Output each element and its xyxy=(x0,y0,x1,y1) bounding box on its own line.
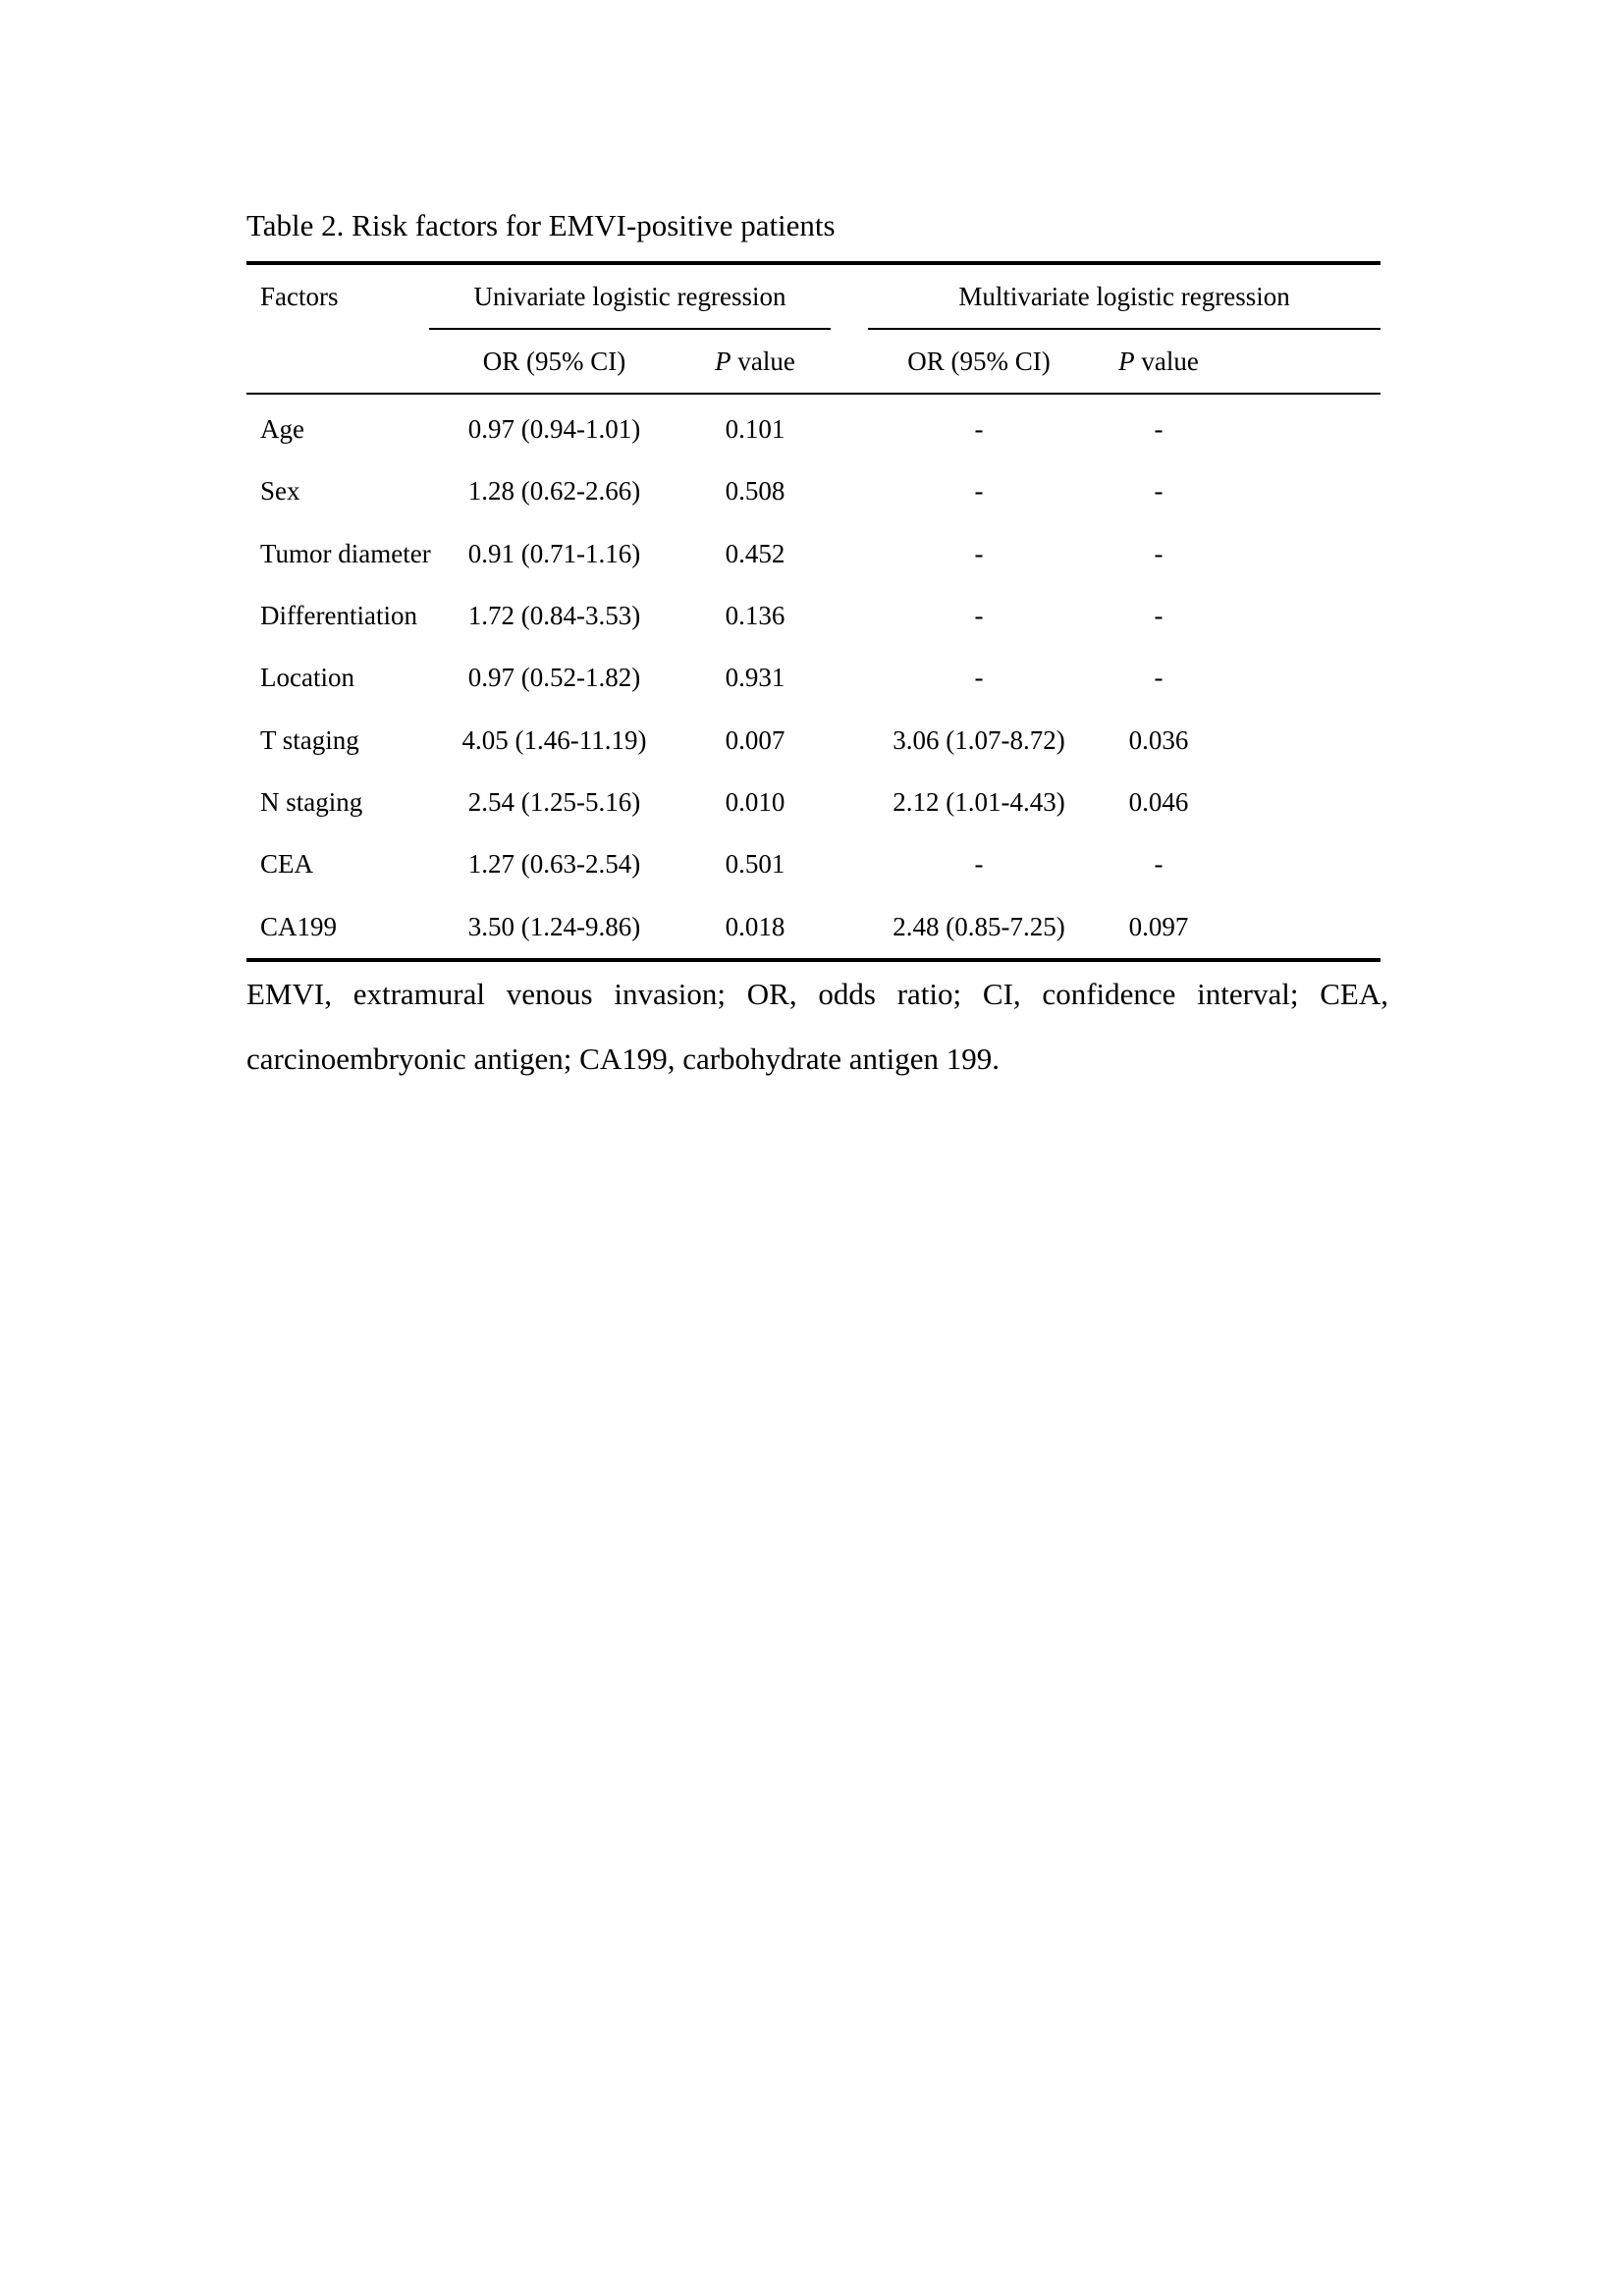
header-empty xyxy=(246,329,429,394)
p-italic: P xyxy=(715,346,731,376)
cell-pad xyxy=(1227,460,1380,522)
cell-gap xyxy=(831,647,868,709)
header-uni-or: OR (95% CI) xyxy=(429,329,679,394)
cell-uni-or: 0.97 (0.94-1.01) xyxy=(467,414,641,445)
table-row xyxy=(246,394,1380,460)
header-univariate: Univariate logistic regression xyxy=(429,263,831,329)
table-body xyxy=(246,394,1380,960)
cell-pad xyxy=(1227,833,1380,895)
cell-factor: Sex xyxy=(260,476,300,507)
cell-gap xyxy=(831,709,868,771)
cell-uni-p: 0.018 xyxy=(679,895,831,959)
cell-uni-p: 0.508 xyxy=(725,476,785,507)
table-row xyxy=(246,895,1380,959)
cell-multi-p: - xyxy=(1154,849,1164,880)
header-gap-2 xyxy=(831,329,868,394)
p-value-label: value xyxy=(1134,346,1199,376)
cell-multi-p: - xyxy=(1154,663,1164,693)
cell-multi-or: - xyxy=(974,414,984,445)
cell-factor: Age xyxy=(260,414,304,445)
footnote-line-1: EMVI, extramural venous invasion; OR, odds ratio; CI, confidence interval; CEA, xyxy=(246,976,1388,1011)
table-section xyxy=(246,206,1388,1092)
cell-factor: Location xyxy=(260,663,354,693)
table-caption: Table 2. Risk factors for EMVI-positive patients xyxy=(246,208,836,242)
cell-multi-p: 0.046 xyxy=(1128,786,1189,817)
cell-uni-p: 0.452 xyxy=(725,538,785,568)
cell-multi-or: 3.06 (1.07-8.72) xyxy=(893,724,1065,755)
cell-uni-or: 4.05 (1.46-11.19) xyxy=(461,724,647,755)
cell-multi-or: 2.48 (0.85-7.25) xyxy=(868,895,1090,959)
cell-pad xyxy=(1227,709,1380,771)
cell-uni-p: 0.501 xyxy=(725,849,785,880)
cell-factor: CEA xyxy=(260,849,313,880)
cell-pad xyxy=(1227,772,1380,833)
cell-pad xyxy=(1227,647,1380,709)
cell-gap xyxy=(831,460,868,522)
cell-factor: Differentiation xyxy=(260,601,417,631)
cell-multi-p: 0.036 xyxy=(1128,724,1189,755)
cell-factor: Tumor diameter xyxy=(260,538,431,568)
cell-gap xyxy=(831,772,868,833)
header-row-groups xyxy=(246,263,1380,329)
header-multi-p xyxy=(1090,329,1227,394)
header-multi-or: OR (95% CI) xyxy=(868,329,1090,394)
table-row xyxy=(246,772,1380,833)
table-row xyxy=(246,460,1380,522)
header-multivariate-label: Multivariate logistic regression xyxy=(958,281,1290,311)
cell-multi-or: - xyxy=(974,663,984,693)
cell-gap xyxy=(831,585,868,647)
cell-uni-p: 0.010 xyxy=(725,786,785,817)
table-row xyxy=(246,523,1380,585)
cell-multi-p: - xyxy=(1154,476,1164,507)
cell-multi-p: - xyxy=(1154,601,1164,631)
cell-uni-or: 1.72 (0.84-3.53) xyxy=(467,601,641,631)
cell-uni-or: 1.27 (0.63-2.54) xyxy=(467,849,641,880)
cell-multi-or: 2.12 (1.01-4.43) xyxy=(893,786,1065,817)
cell-uni-p: 0.007 xyxy=(725,724,785,755)
cell-pad xyxy=(1227,523,1380,585)
header-uni-p xyxy=(679,329,831,394)
footnote-line-2: carcinoembryonic antigen; CA199, carbohydrate antigen 199. xyxy=(246,1041,1000,1076)
cell-pad xyxy=(1227,394,1380,460)
cell-multi-or: - xyxy=(974,849,984,880)
p-italic: P xyxy=(1118,346,1135,376)
table-row xyxy=(246,833,1380,895)
cell-multi-p: - xyxy=(1154,538,1164,568)
cell-uni-or: 0.91 (0.71-1.16) xyxy=(467,538,641,568)
cell-multi-or: - xyxy=(974,538,984,568)
cell-uni-p: 0.931 xyxy=(725,663,785,693)
cell-multi-p: - xyxy=(1154,414,1164,445)
cell-gap xyxy=(831,394,868,460)
header-gap xyxy=(831,263,868,329)
cell-uni-p: 0.136 xyxy=(725,601,785,631)
cell-factor: T staging xyxy=(260,724,359,755)
header-multivariate xyxy=(868,263,1380,329)
table-row xyxy=(246,709,1380,771)
cell-factor: CA199 xyxy=(246,895,429,959)
cell-uni-or: 0.97 (0.52-1.82) xyxy=(467,663,641,693)
cell-uni-or: 2.54 (1.25-5.16) xyxy=(467,786,641,817)
cell-multi-or: - xyxy=(974,601,984,631)
cell-gap xyxy=(831,833,868,895)
cell-multi-or: - xyxy=(974,476,984,507)
cell-uni-p: 0.101 xyxy=(725,414,785,445)
cell-multi-p: 0.097 xyxy=(1090,895,1227,959)
header-row-columns xyxy=(246,329,1380,394)
table-footnote xyxy=(246,962,1388,1092)
cell-gap xyxy=(831,895,868,959)
cell-uni-or: 1.28 (0.62-2.66) xyxy=(467,476,641,507)
cell-factor: N staging xyxy=(260,786,363,817)
table-row xyxy=(246,585,1380,647)
p-value-label: value xyxy=(731,346,795,376)
cell-gap xyxy=(831,523,868,585)
risk-factors-table xyxy=(246,261,1380,962)
table-row xyxy=(246,647,1380,709)
header-factors: Factors xyxy=(246,263,429,329)
cell-uni-or: 3.50 (1.24-9.86) xyxy=(429,895,679,959)
cell-pad xyxy=(1227,585,1380,647)
cell-pad xyxy=(1227,895,1380,959)
header-pad xyxy=(1227,329,1380,394)
